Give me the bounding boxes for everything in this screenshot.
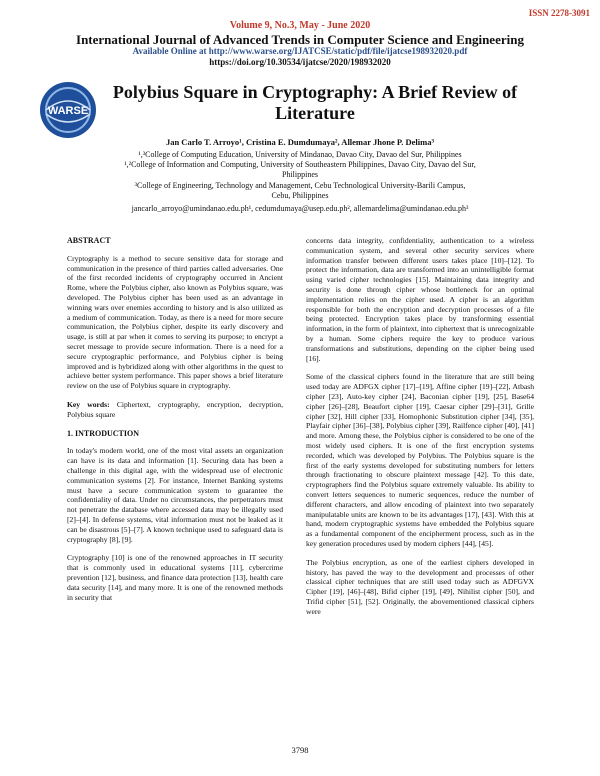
- paper-title: Polybius Square in Cryptography: A Brief Review of Literature: [112, 82, 518, 123]
- keywords-text: Ciphertext, cryptography, encryption, decryption, Polybius square: [67, 399, 283, 419]
- logo-text: WARSE: [47, 105, 89, 117]
- issn-label: ISSN 2278-3091: [528, 8, 590, 18]
- available-online-link[interactable]: Available Online at http://www.warse.org/IJATCSE/static/pdf/file/ijatcse198932020.pdf: [132, 46, 468, 56]
- body-paragraph: concerns data integrity, confidentiality, authentication to a wireless communication system, and several other security services where information transfer between different users takes place [10]–[12]. To protect the information, data are transformed into an unintelligible format using varied cipher technologies [15]. Maintaining data integrity and security is done through cipher whose bottleneck for an optimal implementation relies on the cipher used. A cipher is an algorithm responsible for both the encryption and decryption processes of a file being protected. Encryption takes place by transforming essential information, in the form of plaintext, into ciphertext that is unrecognizable by a human. Some ciphers require the key to produce various transformations and substitutions, depending on the cipher being used [16].: [306, 236, 534, 363]
- keywords-label: Key words:: [67, 399, 110, 409]
- warse-logo: [38, 80, 98, 140]
- doi-link[interactable]: https://doi.org/10.30534/ijatcse/2020/198932020: [209, 57, 391, 67]
- affiliation-line: ¹,²College of Information and Computing, University of Southeastern Philippines, Davao City, Davao del Sur,: [124, 160, 476, 169]
- author-emails[interactable]: jancarlo_arroyo@umindanao.edu.ph¹, cedumdumaya@usep.edu.ph², allemardelima@umindanao.edu.ph³: [131, 204, 469, 213]
- keywords: [67, 400, 283, 420]
- body-paragraph: The Polybius encryption, as one of the earliest ciphers developed in history, has paved the way to the development and processes of other classical cipher techniques that are still used today such as ADFGVX Cipher [19], [46]–[48], Bifid cipher [19], [49], Nihilist cipher [50], and Trifid cipher [51], [52]. Originally, the abovementioned classical ciphers were: [306, 557, 534, 616]
- journal-name: International Journal of Advanced Trends in Computer Science and Engineering: [76, 32, 524, 47]
- page-number: 3798: [291, 745, 309, 755]
- paper-authors: Jan Carlo T. Arroyo¹, Cristina E. Dumdumaya², Allemar Jhone P. Delima³: [165, 137, 435, 147]
- abstract-heading: ABSTRACT: [67, 236, 111, 245]
- affiliation-line: Philippines: [281, 170, 318, 179]
- left-column: [67, 236, 283, 611]
- affiliation-line: ¹,³College of Computing Education, University of Mindanao, Davao City, Davao del Sur, Philippines: [138, 150, 462, 159]
- introduction-paragraph: Cryptography [10] is one of the renowned approaches in IT security that is commonly used in educational systems [11], cybercrime prevention [12], business, and finance data protection [13], health care data security [14], and many more. It is one of the renowned methods in security that: [67, 553, 283, 602]
- introduction-heading: 1. INTRODUCTION: [67, 428, 140, 438]
- right-column: [306, 236, 534, 625]
- abstract-text: Cryptography is a method to secure sensitive data for storage and communication in the presence of third parties called adversaries. One of the first recorded incidents of cryptography occurred in Ancient Rome, where the Polybius cipher, also known as Polybius square, was developed. The Polybius cipher has been used as an advantage in winning wars over enemies according to history and is also utilized as a medium of communication. Today, as there is a need for more secure communication, the Polybius cipher, despite its early discovery and usage, is still at par when it comes to serving its purpose; to encrypt a secret message to provide secure information. There is a need for a secure cryptographic performance, and Polybius cipher is being improved and is hybridized along with other algorithms in the quest to achieve better system performance. This paper shows a brief literature review on the use of Polybius square in cryptography.: [67, 253, 283, 391]
- introduction-paragraph: In today's modern world, one of the most vital assets an organization can have is its data and information [1]. Securing data has been a challenge in this digital age, with the widespread use of electronic communication systems [2]. For instance, Internet Banking systems must have a secure communication system to guarantee the confidentiality of data. Under no circumstances, the perpetrators must not penetrate the database where accessed data may be illegally used [2]–[4]. In defense systems, vital information must not be leaked as it can be disastrous [5]–[7]. A known technique used to safeguard data is cryptography [8], [9].: [67, 446, 283, 544]
- body-paragraph: Some of the classical ciphers found in the literature that are still being used today are ADFGX cipher [17]–[19], Affine cipher [19]–[22], Atbash cipher [23], Auto-key cipher [24], Baconian cipher [19], [25], Base64 cipher [26]–[28], Beaufort cipher [19], Caesar cipher [29]–[31], Grille cipher [32], Hill cipher [33], Homophonic Substitution cipher [34], [35], Playfair cipher [36]–[38], Polybius cipher [39], Railfence cipher [40], [41] and more. Among these, the Polybius cipher is considered to be one of the most widely used ciphers. It is one of the first encryption systems recorded, which was developed by Polybius. The Polybius square is the first of the early systems developed for substituting numbers for letters through fractionating to obscure plaintext message [42]. To this date, cryptographers find the Polybius square extremely valuable. Its ability to convert letters sequences to numeric sequences, reduce the number of different characters, and allow encoding of plaintext into two separately manipulatable units are known to be its advantages [17], [43]. With this at hand, modern cryptographic systems have embedded the Polybius square as a fundamental component of the encipherment process, such as in the key generation procedures used by modern ciphers [44], [45].: [306, 372, 534, 548]
- affiliation-line: ³College of Engineering, Technology and Management, Cebu Technological University-Barili Campus,: [134, 181, 466, 190]
- volume-info: Volume 9, No.3, May - June 2020: [229, 20, 371, 31]
- affiliation-line: Cebu, Philippines: [271, 191, 329, 200]
